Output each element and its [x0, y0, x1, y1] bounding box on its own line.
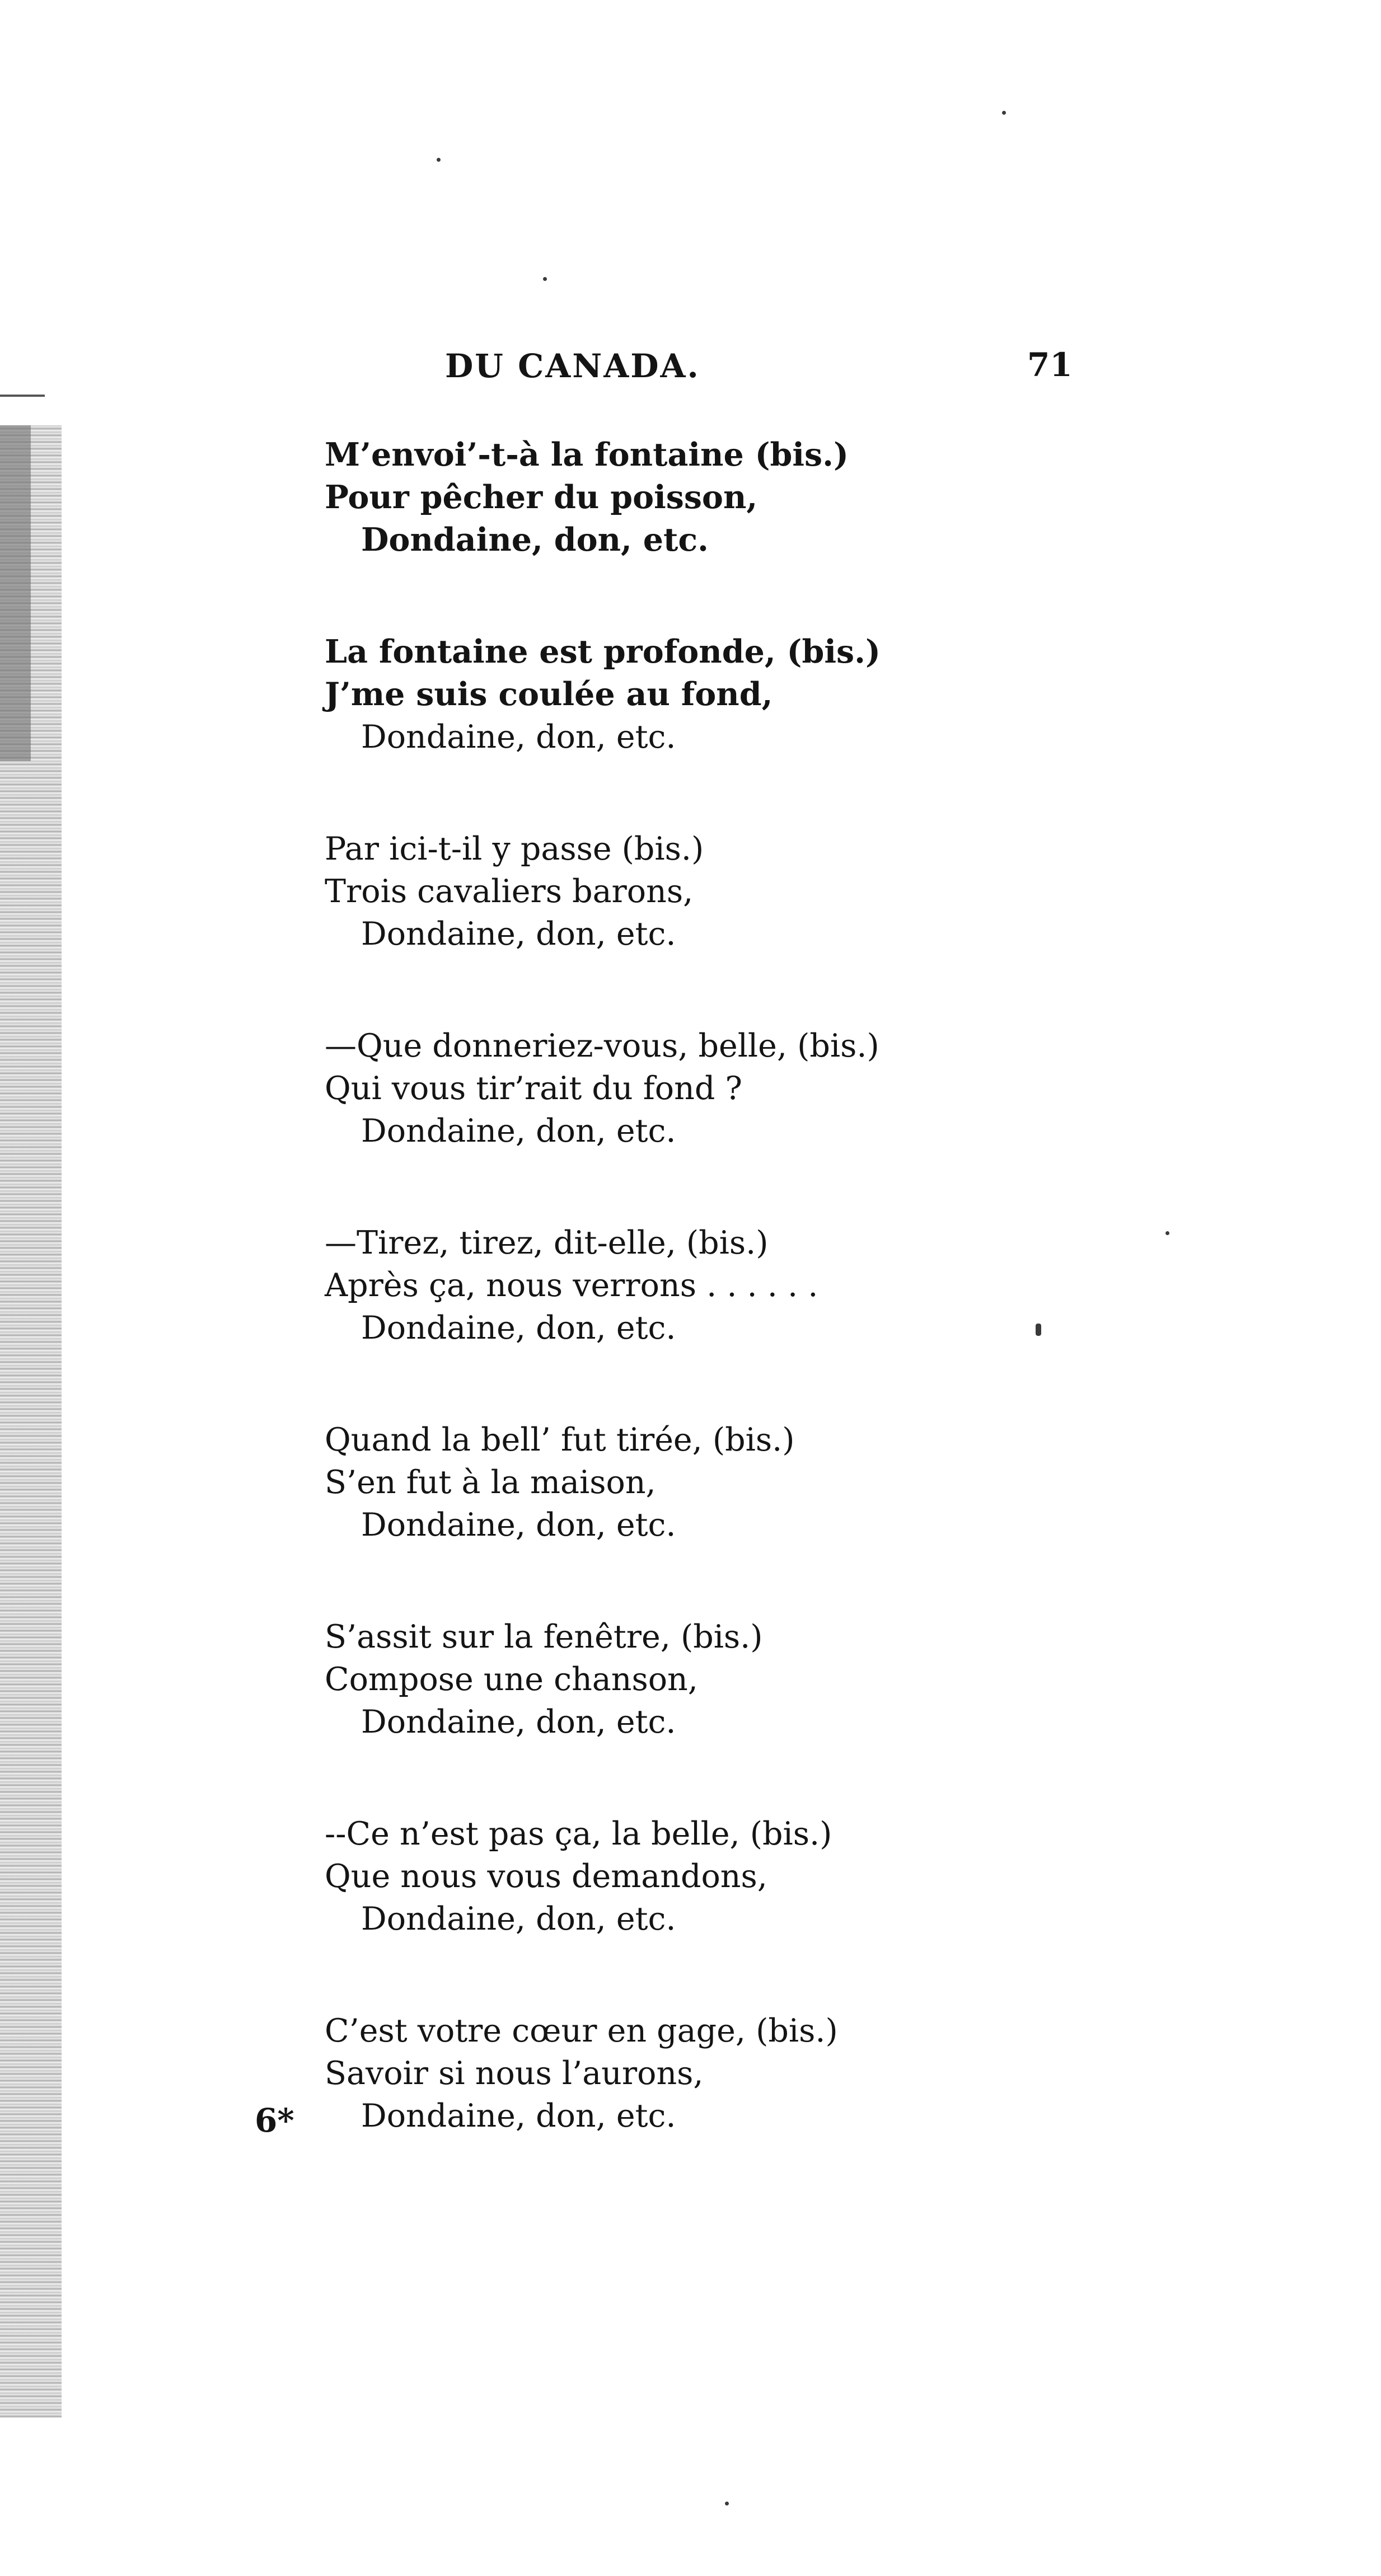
stanza: [325, 1616, 1164, 1813]
page-number: 71: [1027, 346, 1073, 384]
verse-line: Compose une chanson,: [325, 1661, 698, 1698]
scan-speck: [437, 158, 441, 162]
verse-line: C’est votre cœur en gage, (bis.): [325, 2012, 838, 2049]
verse-line: S’assit sur la fenêtre, (bis.): [325, 1618, 763, 1655]
stanza: [325, 1419, 1164, 1616]
scan-speck: [1002, 111, 1006, 115]
verse-line: Pour pêcher du poisson,: [325, 478, 758, 516]
verse-line: —Tirez, tirez, dit-elle, (bis.): [325, 1224, 769, 1261]
running-header-title: DU CANADA.: [445, 347, 700, 385]
stanza: [325, 828, 1164, 1025]
verse-line: Quand la bell’ fut tirée, (bis.): [325, 1421, 795, 1458]
scan-speck: [725, 2502, 729, 2505]
scan-speck: [543, 277, 547, 281]
song-text: [325, 434, 1164, 2207]
refrain-line: Dondaine, don, etc.: [361, 916, 676, 952]
verse-line: Après ça, nous verrons . . . . . .: [325, 1267, 818, 1304]
refrain-line: Dondaine, don, etc.: [361, 1507, 676, 1543]
stanza: [325, 434, 1164, 631]
verse-line: Que nous vous demandons,: [325, 1858, 767, 1895]
refrain-line: Dondaine, don, etc.: [361, 2098, 676, 2134]
verse-line: --Ce n’est pas ça, la belle, (bis.): [325, 1815, 832, 1852]
stanza: [325, 1025, 1164, 1222]
scan-speck: [1165, 1231, 1169, 1235]
stanza: [325, 631, 1164, 828]
signature-mark: 6*: [255, 2101, 294, 2139]
binding-edge-shadow: [0, 425, 31, 761]
refrain-line: Dondaine, don, etc.: [361, 1310, 676, 1346]
verse-line: Qui vous tir’rait du fond ?: [325, 1070, 742, 1107]
verse-line: M’envoi’-t-à la fontaine (bis.): [325, 436, 849, 473]
stanza: [325, 1813, 1164, 2010]
verse-line: Trois cavaliers barons,: [325, 873, 694, 910]
verse-line: —Que donneriez-vous, belle, (bis.): [325, 1027, 879, 1064]
verse-line: J’me suis coulée au fond,: [325, 675, 773, 713]
refrain-line: Dondaine, don, etc.: [361, 1704, 676, 1740]
stanza: [325, 2010, 1164, 2207]
refrain-line: Dondaine, don, etc.: [361, 521, 709, 559]
refrain-line: Dondaine, don, etc.: [361, 719, 676, 756]
binding-edge-line: [0, 395, 45, 397]
verse-line: S’en fut à la maison,: [325, 1464, 656, 1501]
refrain-line: Dondaine, don, etc.: [361, 1113, 676, 1149]
verse-line: Par ici-t-il y passe (bis.): [325, 830, 704, 867]
stanza: [325, 1222, 1164, 1419]
verse-line: Savoir si nous l’aurons,: [325, 2055, 704, 2092]
refrain-line: Dondaine, don, etc.: [361, 1901, 676, 1937]
verse-line: La fontaine est profonde, (bis.): [325, 633, 881, 670]
